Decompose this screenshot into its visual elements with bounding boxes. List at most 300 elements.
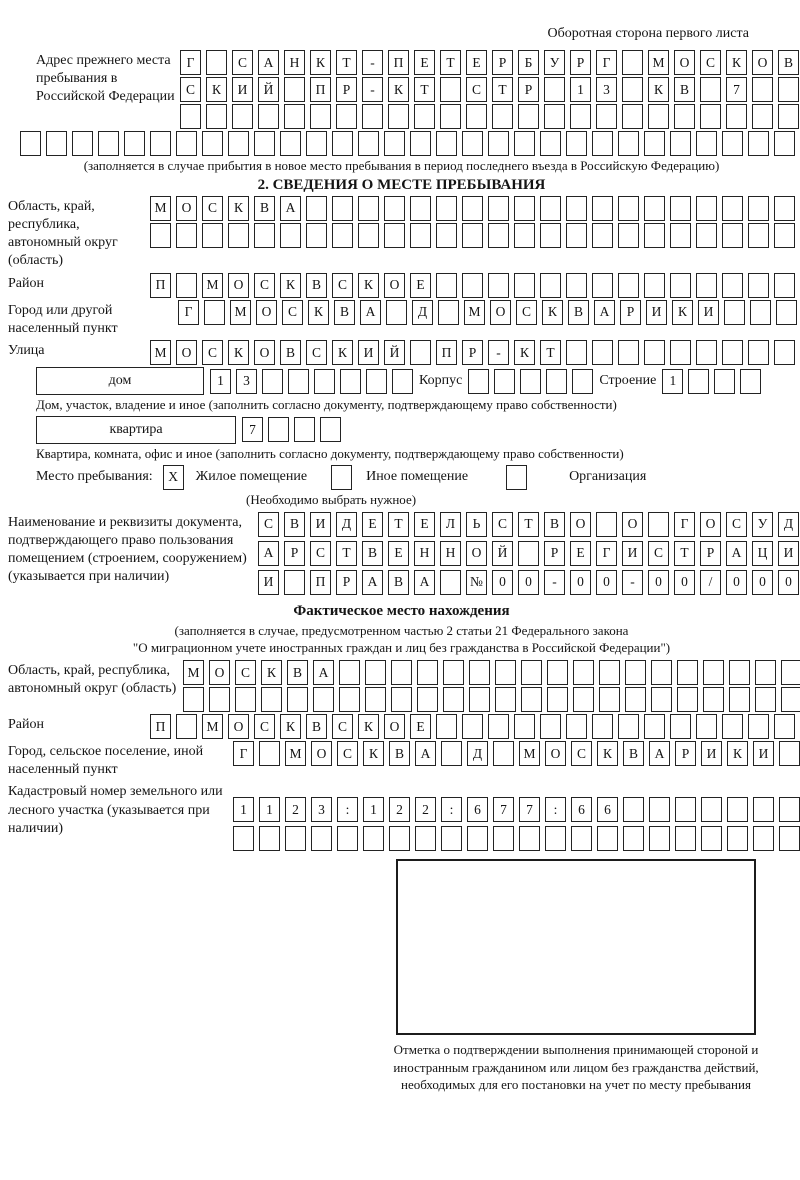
house-label-box: дом — [36, 367, 204, 395]
char-box — [280, 223, 301, 248]
stay-type-label: Место пребывания: — [36, 469, 153, 485]
char-box: О — [752, 50, 773, 75]
char-box — [441, 741, 462, 766]
char-box — [287, 687, 308, 712]
char-box: Д — [778, 512, 799, 537]
char-box — [358, 223, 379, 248]
char-box — [386, 300, 407, 325]
char-box — [467, 826, 488, 851]
field-cadastral — [8, 781, 795, 851]
char-box: Е — [570, 541, 591, 566]
char-box: Р — [462, 340, 483, 365]
char-box — [150, 131, 171, 156]
char-box: У — [752, 512, 773, 537]
char-box: О — [700, 512, 721, 537]
char-box — [488, 223, 509, 248]
char-box — [540, 196, 561, 221]
char-box: С — [700, 50, 721, 75]
char-box — [254, 131, 275, 156]
char-box — [755, 687, 776, 712]
char-box — [469, 687, 490, 712]
char-box — [597, 826, 618, 851]
char-box — [202, 223, 223, 248]
char-box — [649, 797, 670, 822]
char-row — [150, 714, 795, 739]
char-box — [468, 369, 489, 394]
char-box — [545, 826, 566, 851]
char-box — [774, 714, 795, 739]
char-box — [599, 687, 620, 712]
char-box: К — [228, 196, 249, 221]
char-box — [259, 741, 280, 766]
char-box — [592, 131, 613, 156]
char-box: К — [388, 77, 409, 102]
char-box: Е — [466, 50, 487, 75]
char-box — [332, 223, 353, 248]
char-box — [696, 196, 717, 221]
char-box: - — [544, 570, 565, 595]
char-row — [180, 77, 799, 102]
char-box: С — [254, 273, 275, 298]
char-box — [310, 104, 331, 129]
char-box — [753, 826, 774, 851]
char-box — [688, 369, 709, 394]
char-row — [150, 273, 795, 298]
char-box — [436, 273, 457, 298]
char-box — [625, 660, 646, 685]
char-box — [391, 687, 412, 712]
char-box — [618, 196, 639, 221]
char-row — [150, 196, 795, 221]
char-box — [724, 300, 745, 325]
char-box: О — [256, 300, 277, 325]
char-box: К — [310, 50, 331, 75]
char-box: С — [202, 196, 223, 221]
char-box — [618, 340, 639, 365]
char-box — [696, 223, 717, 248]
char-box — [566, 131, 587, 156]
char-box: А — [649, 741, 670, 766]
field-district — [8, 273, 795, 298]
char-box — [519, 826, 540, 851]
char-box — [544, 104, 565, 129]
char-box — [518, 541, 539, 566]
char-box: Р — [492, 50, 513, 75]
char-box: С — [337, 741, 358, 766]
char-box: С — [648, 541, 669, 566]
char-row — [150, 340, 795, 365]
char-box: А — [726, 541, 747, 566]
char-box — [748, 196, 769, 221]
char-box: Р — [336, 570, 357, 595]
char-box — [337, 826, 358, 851]
char-box: И — [622, 541, 643, 566]
char-box — [259, 826, 280, 851]
apartment-caption: Квартира, комната, офис и иное (заполнить согласно документу, подтверждающему право собственности) — [36, 445, 624, 461]
char-box — [365, 660, 386, 685]
char-box: О — [622, 512, 643, 537]
char-box: Р — [570, 50, 591, 75]
char-box: 2 — [415, 797, 436, 822]
char-box: 1 — [363, 797, 384, 822]
previous-address-rows — [180, 50, 799, 129]
char-box — [547, 687, 568, 712]
char-box — [469, 660, 490, 685]
char-box — [176, 131, 197, 156]
char-box: К — [727, 741, 748, 766]
region-label: Область, край, республика, автономный округ (область) — [8, 198, 118, 269]
char-box: Т — [674, 541, 695, 566]
char-box — [340, 369, 361, 394]
house-row — [8, 367, 795, 395]
char-box: Т — [414, 77, 435, 102]
char-box: Д — [412, 300, 433, 325]
char-box — [722, 196, 743, 221]
char-box — [596, 104, 617, 129]
char-box — [677, 660, 698, 685]
char-box — [365, 687, 386, 712]
city-label: Город или другой населенный пункт — [8, 302, 118, 336]
street-rows — [148, 340, 795, 365]
char-box — [623, 797, 644, 822]
char-box: 0 — [778, 570, 799, 595]
char-box — [748, 131, 769, 156]
char-box: 3 — [236, 369, 257, 394]
char-box: С — [571, 741, 592, 766]
char-box — [180, 104, 201, 129]
char-box — [254, 223, 275, 248]
char-box: 1 — [570, 77, 591, 102]
char-box — [644, 196, 665, 221]
page-side-note: Оборотная сторона первого листа — [547, 26, 749, 41]
char-row — [233, 826, 800, 851]
char-box — [495, 660, 516, 685]
char-box: 0 — [648, 570, 669, 595]
char-box — [622, 77, 643, 102]
char-box — [670, 714, 691, 739]
char-box — [566, 273, 587, 298]
char-box: Е — [388, 541, 409, 566]
char-box: 7 — [242, 417, 263, 442]
char-box — [696, 714, 717, 739]
char-box: О — [209, 660, 230, 685]
char-box — [410, 223, 431, 248]
char-box: Е — [414, 50, 435, 75]
char-box — [722, 131, 743, 156]
char-box — [670, 196, 691, 221]
char-box: 6 — [467, 797, 488, 822]
char-box: О — [176, 340, 197, 365]
char-box — [592, 714, 613, 739]
char-box — [540, 223, 561, 248]
char-box — [488, 131, 509, 156]
field-document — [8, 512, 795, 595]
char-box: И — [753, 741, 774, 766]
confirmation-mark-caption: Отметка о подтверждении выполнения принимающей стороной и иностранным гражданином или лицом без гражданства действий, необходимых для его постановки на учет по месту пребывания — [393, 1042, 759, 1092]
char-box: Р — [675, 741, 696, 766]
char-box — [618, 273, 639, 298]
char-box: М — [150, 340, 171, 365]
char-box — [314, 369, 335, 394]
char-box: А — [362, 570, 383, 595]
char-box — [696, 340, 717, 365]
char-box — [150, 223, 171, 248]
char-box — [779, 826, 800, 851]
char-box — [521, 660, 542, 685]
fact-location-caption-2: "О миграционном учете иностранных граждан и лиц без гражданства в Российской Федерации") — [132, 639, 671, 655]
char-box — [235, 687, 256, 712]
char-box: О — [254, 340, 275, 365]
char-row — [178, 300, 797, 325]
char-box: Д — [467, 741, 488, 766]
char-box: В — [544, 512, 565, 537]
char-box: О — [311, 741, 332, 766]
char-box — [623, 826, 644, 851]
apartment-cells — [242, 417, 341, 442]
char-box: И — [258, 570, 279, 595]
char-box — [644, 131, 665, 156]
confirmation-mark-box — [396, 859, 756, 1035]
char-box: Й — [258, 77, 279, 102]
char-box — [462, 714, 483, 739]
char-box — [592, 196, 613, 221]
char-box — [176, 714, 197, 739]
char-row — [258, 541, 799, 566]
char-box — [462, 196, 483, 221]
char-box: У — [544, 50, 565, 75]
char-box: В — [306, 273, 327, 298]
char-row — [180, 50, 799, 75]
char-box: П — [150, 273, 171, 298]
char-box — [774, 223, 795, 248]
cadastral-label: Кадастровый номер земельного или лесного участка (указывается при наличии) — [8, 784, 223, 836]
char-box: К — [597, 741, 618, 766]
char-box: Г — [180, 50, 201, 75]
char-box: Й — [384, 340, 405, 365]
char-box: X — [163, 465, 184, 490]
char-box — [649, 826, 670, 851]
char-box: 0 — [492, 570, 513, 595]
char-box — [492, 104, 513, 129]
char-box — [284, 570, 305, 595]
char-box — [313, 687, 334, 712]
char-box: С — [492, 512, 513, 537]
char-box — [570, 104, 591, 129]
char-box — [417, 687, 438, 712]
char-box: К — [261, 660, 282, 685]
char-box — [440, 570, 461, 595]
char-box — [320, 417, 341, 442]
char-box — [358, 131, 379, 156]
char-box: - — [622, 570, 643, 595]
char-box — [651, 660, 672, 685]
document-label: Наименование и реквизиты документа, подтверждающего право пользования помещением (строением, сооружением) (указывается при наличии) — [8, 514, 247, 585]
char-box — [417, 660, 438, 685]
char-box — [506, 465, 527, 490]
char-box — [727, 797, 748, 822]
char-box: 7 — [726, 77, 747, 102]
char-box — [750, 300, 771, 325]
char-box — [573, 687, 594, 712]
char-box: 0 — [752, 570, 773, 595]
char-box — [284, 104, 305, 129]
house-number-cells — [210, 369, 413, 394]
char-box — [311, 826, 332, 851]
field-fact-region — [8, 660, 795, 712]
char-box — [514, 223, 535, 248]
char-box — [622, 104, 643, 129]
char-box — [262, 369, 283, 394]
char-box — [233, 826, 254, 851]
char-box — [441, 826, 462, 851]
char-box — [774, 196, 795, 221]
char-box: К — [363, 741, 384, 766]
char-box: М — [464, 300, 485, 325]
field-street — [8, 340, 795, 365]
char-box: 3 — [311, 797, 332, 822]
char-box: Е — [410, 273, 431, 298]
char-box: С — [332, 714, 353, 739]
char-box — [232, 104, 253, 129]
char-box — [670, 273, 691, 298]
char-box — [436, 131, 457, 156]
char-box — [306, 131, 327, 156]
char-box: Л — [440, 512, 461, 537]
char-box: Е — [362, 512, 383, 537]
char-row — [150, 223, 795, 248]
char-box — [722, 714, 743, 739]
char-box: О — [228, 714, 249, 739]
char-box — [566, 223, 587, 248]
char-box: 7 — [493, 797, 514, 822]
char-box — [540, 131, 561, 156]
char-box — [280, 131, 301, 156]
char-box: О — [466, 541, 487, 566]
char-box: П — [436, 340, 457, 365]
char-box: О — [228, 273, 249, 298]
char-box — [748, 714, 769, 739]
char-box: М — [519, 741, 540, 766]
char-box — [514, 196, 535, 221]
char-box: Р — [336, 77, 357, 102]
char-box — [566, 196, 587, 221]
corpus-label: Корпус — [419, 373, 463, 389]
char-box — [514, 273, 535, 298]
char-box: 0 — [596, 570, 617, 595]
char-box — [228, 223, 249, 248]
fact-city-rows — [233, 741, 800, 766]
char-box — [284, 77, 305, 102]
char-box: / — [700, 570, 721, 595]
char-box — [436, 223, 457, 248]
char-box: С — [726, 512, 747, 537]
char-box — [696, 273, 717, 298]
char-box: Г — [178, 300, 199, 325]
char-box — [336, 104, 357, 129]
char-box — [618, 714, 639, 739]
char-box: В — [778, 50, 799, 75]
char-box — [410, 340, 431, 365]
house-caption: Дом, участок, владение и иное (заполнить согласно документу, подтверждающему право собственности) — [36, 397, 617, 413]
char-box — [781, 687, 800, 712]
char-box: Г — [233, 741, 254, 766]
section2-title: 2. СВЕДЕНИЯ О МЕСТЕ ПРЕБЫВАНИЯ — [257, 176, 546, 193]
char-box: К — [648, 77, 669, 102]
char-row — [258, 512, 799, 537]
char-box: И — [310, 512, 331, 537]
char-box: В — [568, 300, 589, 325]
char-box: М — [202, 273, 223, 298]
field-region — [8, 196, 795, 271]
char-box: К — [358, 273, 379, 298]
region-rows — [148, 196, 795, 248]
char-box: О — [674, 50, 695, 75]
char-box — [714, 369, 735, 394]
char-box — [362, 104, 383, 129]
char-box: Б — [518, 50, 539, 75]
stay-type-row — [8, 465, 795, 490]
char-box — [488, 273, 509, 298]
char-box — [204, 300, 225, 325]
char-box: Н — [284, 50, 305, 75]
char-box: С — [235, 660, 256, 685]
char-box — [644, 714, 665, 739]
char-box — [540, 714, 561, 739]
char-box — [294, 417, 315, 442]
char-box: М — [648, 50, 669, 75]
char-box — [495, 687, 516, 712]
char-box — [183, 687, 204, 712]
char-box — [566, 714, 587, 739]
char-box: О — [490, 300, 511, 325]
char-row — [20, 131, 795, 156]
char-box — [268, 417, 289, 442]
char-box — [774, 131, 795, 156]
char-box: 0 — [674, 570, 695, 595]
char-box: : — [441, 797, 462, 822]
char-box: 6 — [571, 797, 592, 822]
char-box: С — [258, 512, 279, 537]
char-box — [592, 340, 613, 365]
apartment-label-box: квартира — [36, 416, 236, 444]
building-label: Строение — [599, 373, 657, 389]
char-box — [752, 104, 773, 129]
char-box — [748, 223, 769, 248]
char-box — [391, 660, 412, 685]
char-box: А — [280, 196, 301, 221]
char-box: В — [674, 77, 695, 102]
char-box — [644, 273, 665, 298]
char-box — [674, 104, 695, 129]
char-box — [388, 104, 409, 129]
char-row — [183, 687, 800, 712]
char-box — [572, 369, 593, 394]
char-box — [384, 131, 405, 156]
char-box — [651, 687, 672, 712]
char-box — [410, 131, 431, 156]
char-box — [488, 196, 509, 221]
street-label: Улица — [8, 343, 45, 359]
char-box: Р — [620, 300, 641, 325]
char-box — [618, 131, 639, 156]
char-box — [306, 223, 327, 248]
char-box: Н — [414, 541, 435, 566]
char-box — [462, 273, 483, 298]
char-box: И — [232, 77, 253, 102]
previous-address-extra-row — [8, 131, 795, 156]
previous-address-label: Адрес прежнего места пребывания в Российской Федерации — [36, 53, 175, 105]
char-box: А — [594, 300, 615, 325]
